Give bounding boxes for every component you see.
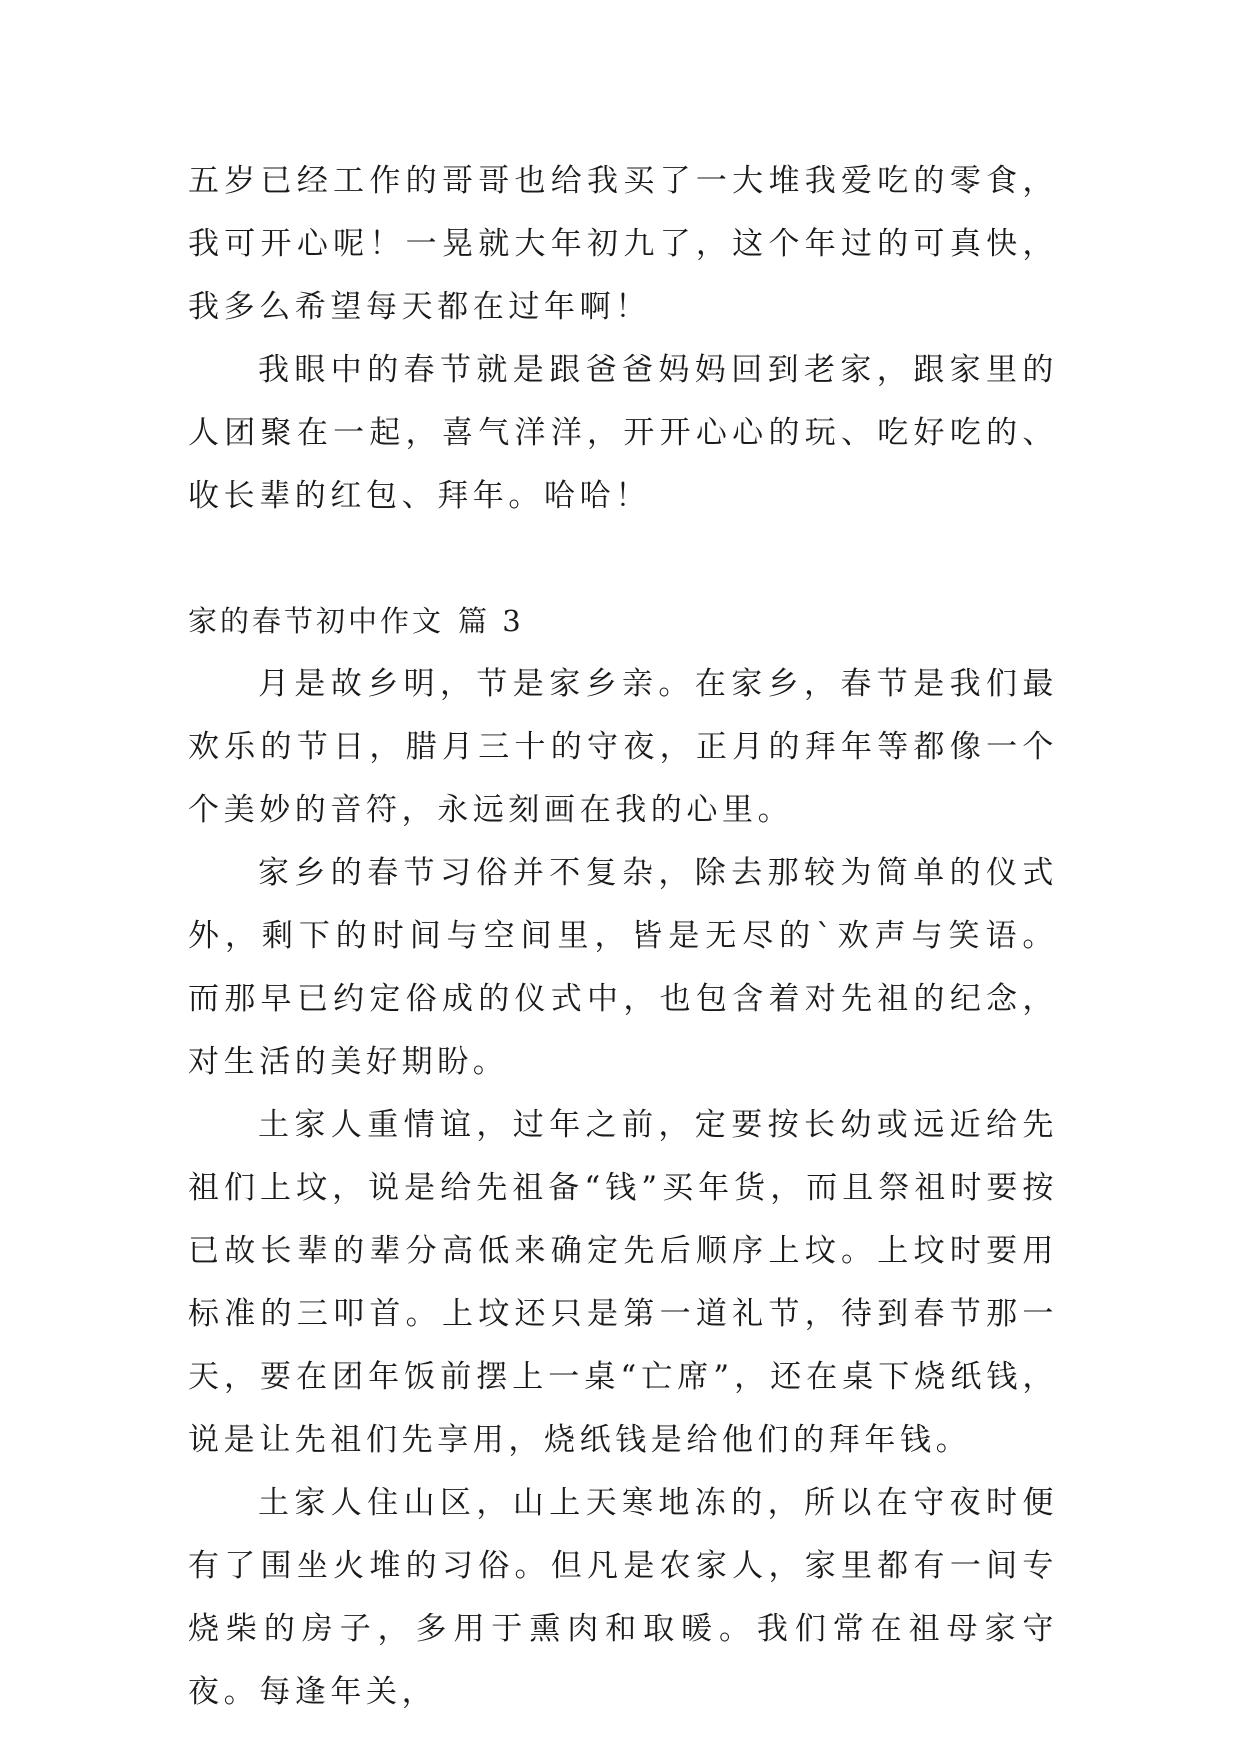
essay-title: 家的春节初中作文: [188, 604, 445, 638]
paragraph: 土家人重情谊，过年之前，定要按长幼或远近给先祖们上坟，说是给先祖备“钱”买年货，而且祭祖时要按已故长辈的辈分高低来确定先后顺序上坟。上坟时要用标准的三叩首。上坟还只是第一道礼节，待到春节那一天，要在团年饭前摆上一桌“亡席”，还在桌下烧纸钱，说是让先祖们先享用，烧纸钱是给他们的拜年钱。: [188, 1107, 1058, 1458]
paragraph: 家乡的春节习俗并不复杂，除去那较为简单的仪式外，剩下的时间与空间里，皆是无尽的`欢声与笑语。而那早已约定俗成的仪式中，也包含着对先祖的纪念，对生活的美好期盼。: [188, 855, 1058, 1080]
paragraph-continued: 五岁已经工作的哥哥也给我买了一大堆我爱吃的零食，我可开心呢！一晃就大年初九了，这个年过的可真快，我多么希望每天都在过年啊！: [188, 163, 1058, 325]
paragraph: 月是故乡明，节是家乡亲。在家乡，春节是我们最欢乐的节日，腊月三十的守夜，正月的拜年等都像一个个美妙的音符，永远刻画在我的心里。: [188, 666, 1058, 828]
essay-number: 篇 3: [458, 604, 524, 638]
section-heading: [188, 590, 1058, 653]
paragraph: 土家人住山区，山上天寒地冻的，所以在守夜时便有了围坐火堆的习俗。但凡是农家人，家里都有一间专烧柴的房子，多用于熏肉和取暖。我们常在祖母家守夜。每逢年关，: [188, 1485, 1058, 1710]
document-body: [188, 150, 1058, 1724]
paragraph: 我眼中的春节就是跟爸爸妈妈回到老家，跟家里的人团聚在一起，喜气洋洋，开开心心的玩、吃好吃的、收长辈的红包、拜年。哈哈！: [188, 352, 1058, 514]
